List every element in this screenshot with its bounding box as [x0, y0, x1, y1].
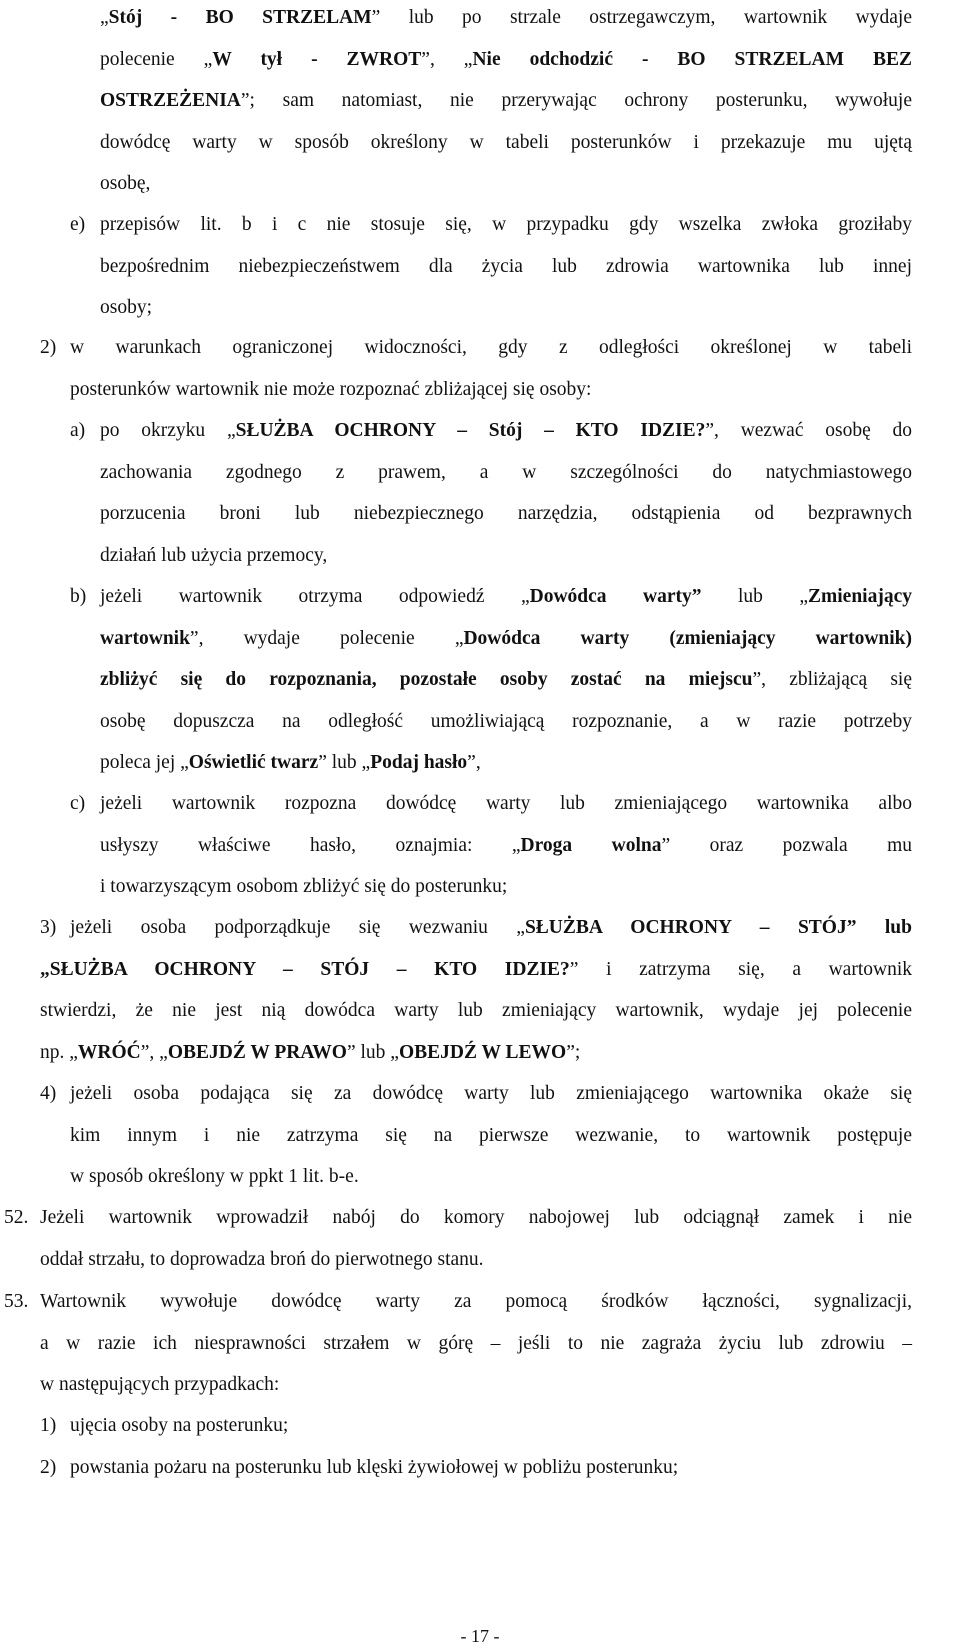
item-3-continuation: [40, 949, 912, 1074]
para-52-text: [40, 1197, 912, 1280]
text-line: kim innym i nie zatrzyma się na pierwsze wezwanie, to wartownik postępuje: [70, 1124, 912, 1146]
item-2c-text: [100, 783, 912, 908]
text-line: wartownik”, wydaje polecenie „Dowódca warty (zmieniający wartownik): [100, 627, 912, 649]
item-e-label: e): [70, 214, 86, 235]
item-3-text: [70, 907, 912, 949]
text-line: np. „WRÓĆ”, „OBEJDŹ W PRAWO” lub „OBEJDŹ W LEWO”;: [40, 1041, 581, 1063]
text-line: jeżeli osoba podporządkuje się wezwaniu „SŁUŻBA OCHRONY – STÓJ” lub: [70, 917, 912, 938]
text-line: przepisów lit. b i c nie stosuje się, w przypadku gdy wszelka zwłoka groziłaby: [100, 214, 912, 235]
text-line: jeżeli wartownik otrzyma odpowiedź „Dowódca warty” lub „Zmieniający: [100, 586, 912, 607]
item-e-text: [100, 204, 912, 329]
text-line: w warunkach ograniczonej widoczności, gdy z odległości określonej w tabeli: [70, 337, 912, 358]
item-53-1-text: ujęcia osoby na posterunku;: [70, 1415, 289, 1436]
text-line: a w razie ich niesprawności strzałem w górę – jeśli to nie zagraża życiu lub zdrowiu –: [40, 1332, 912, 1354]
item-2-text: [70, 327, 912, 410]
item-4-text: [70, 1073, 912, 1198]
text-line: w sposób określony w ppkt 1 lit. b-e.: [70, 1166, 359, 1187]
text-line: zbliżyć się do rozpoznania, pozostałe osoby zostać na miejscu”, zbliżającą się: [100, 669, 912, 690]
para-53-label: 53.: [4, 1291, 29, 1312]
text-line: oddał strzału, to doprowadza broń do pierwotnego stanu.: [40, 1248, 484, 1270]
page-number: - 17 -: [460, 1626, 500, 1646]
text-line: bezpośrednim niebezpieczeństwem dla życia lub zdrowia wartownika lub innej: [100, 255, 912, 277]
text-line: osobę dopuszcza na odległość umożliwiającą rozpoznanie, a w razie potrzeby: [100, 710, 912, 732]
item-53-2-text: powstania pożaru na posterunku lub klęski żywiołowej w pobliżu posterunku;: [70, 1457, 679, 1478]
text-line: Wartownik wywołuje dowódcę warty za pomocą środków łączności, sygnalizacji,: [40, 1291, 912, 1312]
text-line: po okrzyku „SŁUŻBA OCHRONY – Stój – KTO IDZIE?”, wezwać osobę do: [100, 420, 913, 441]
text-line: „Stój - BO STRZELAM” lub po strzale ostrzegawczym, wartownik wydaje: [100, 7, 912, 28]
text-line: osoby;: [100, 297, 153, 318]
item-2-label: 2): [40, 337, 57, 358]
text-line: w następujących przypadkach:: [40, 1374, 280, 1395]
item-2b-text: [100, 576, 912, 784]
text-line: działań lub użycia przemocy,: [100, 544, 328, 566]
text-line: osobę,: [100, 173, 151, 194]
text-line: jeżeli osoba podająca się za dowódcę warty lub zmieniającego wartownika okaże się: [70, 1083, 912, 1104]
item-53-2-label: 2): [40, 1457, 57, 1478]
text-line: i towarzyszącym osobom zbliżyć się do posterunku;: [100, 876, 508, 897]
text-line: OSTRZEŻENIA”; sam natomiast, nie przerywając ochrony posterunku, wywołuje: [100, 90, 912, 111]
text-line: „SŁUŻBA OCHRONY – STÓJ – KTO IDZIE?” i zatrzyma się, a wartownik: [40, 958, 912, 980]
text-line: jeżeli wartownik rozpozna dowódcę warty lub zmieniającego wartownika albo: [100, 793, 912, 814]
text-line: poleca jej „Oświetlić twarz” lub „Podaj hasło”,: [100, 752, 481, 773]
text-line: Jeżeli wartownik wprowadził nabój do komory nabojowej lub odciągnął zamek i nie: [40, 1207, 912, 1228]
item-d-continuation: [100, 0, 912, 205]
text-line: porzucenia broni lub niebezpiecznego narzędzia, odstąpienia od bezprawnych: [100, 503, 912, 524]
text-line: posterunków wartownik nie może rozpoznać zbliżającej się osoby:: [70, 378, 592, 400]
text-line: dowódcę warty w sposób określony w tabeli posterunków i przekazuje mu ujętą: [100, 131, 912, 153]
text-line: polecenie „W tył - ZWROT”, „Nie odchodzić - BO STRZELAM BEZ: [100, 48, 912, 70]
item-2a-label: a): [70, 420, 86, 441]
item-2c-label: c): [70, 793, 86, 814]
para-52-label: 52.: [4, 1207, 29, 1228]
para-53-text: [40, 1281, 912, 1406]
item-2a-text: [100, 410, 912, 576]
item-2b-label: b): [70, 586, 87, 607]
text-line: stwierdzi, że nie jest nią dowódca warty lub zmieniający wartownik, wydaje jej polecenie: [40, 1000, 912, 1021]
text-line: zachowania zgodnego z prawem, a w szczególności do natychmiastowego: [100, 461, 912, 483]
text-line: usłyszy właściwe hasło, oznajmia: „Droga wolna” oraz pozwala mu: [100, 834, 912, 856]
item-3-label: 3): [40, 917, 57, 938]
item-53-1-label: 1): [40, 1415, 57, 1436]
item-4-label: 4): [40, 1083, 57, 1104]
